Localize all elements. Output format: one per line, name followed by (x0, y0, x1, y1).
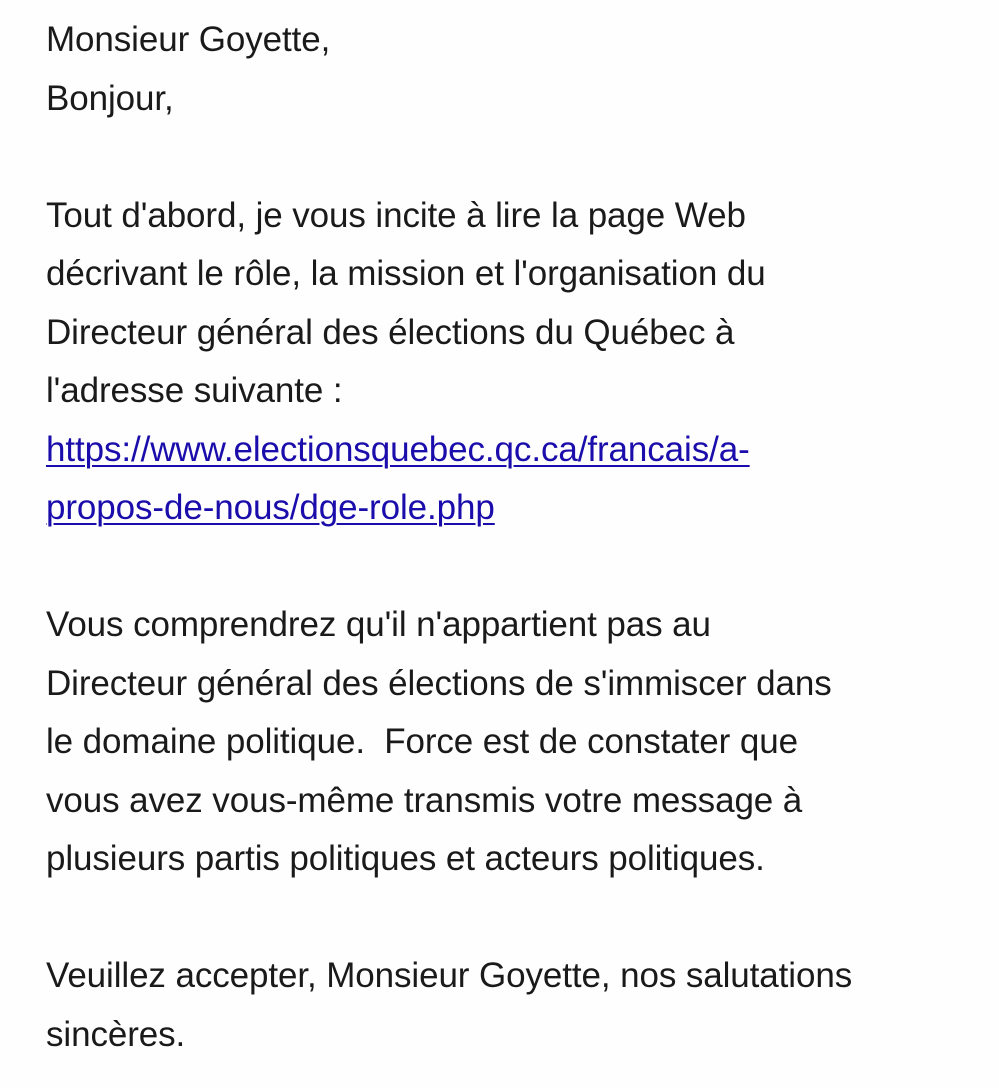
paragraph2-line-5: plusieurs partis politiques et acteurs politiques. (46, 839, 765, 878)
paragraph2-line-4: vous avez vous-même transmis votre message à (46, 780, 803, 820)
paragraph2-line-2: Directeur général des élections de s'immiscer dans (46, 663, 832, 703)
paragraph1-line-2: décrivant le rôle, la mission et l'organisation du (46, 254, 766, 293)
dge-role-link-line-2[interactable]: propos-de-nous/dge-role.php (46, 488, 495, 527)
paragraph2-line-1: Vous comprendrez qu'il n'appartient pas au (46, 605, 711, 644)
paragraph1-line-4: l'adresse suivante : (46, 371, 343, 410)
paragraph-gap (46, 889, 966, 948)
salutation-name: Monsieur Goyette, (46, 20, 331, 59)
greeting: Bonjour, (46, 78, 174, 118)
paragraph2-line-3: le domaine politique. Force est de constater que (46, 722, 798, 761)
paragraph-gap (46, 128, 966, 187)
paragraph1-line-3: Directeur général des élections du Québec à (46, 312, 735, 352)
closing-line-2: sincères. (46, 1014, 186, 1054)
dge-role-link-line-1[interactable]: https://www.electionsquebec.qc.ca/francais/a- (46, 429, 750, 469)
paragraph1-line-1: Tout d'abord, je vous incite à lire la page Web (46, 195, 746, 235)
closing-line-1: Veuillez accepter, Monsieur Goyette, nos salutations (46, 956, 853, 995)
letter-body (46, 11, 966, 1064)
paragraph-gap (46, 538, 966, 597)
